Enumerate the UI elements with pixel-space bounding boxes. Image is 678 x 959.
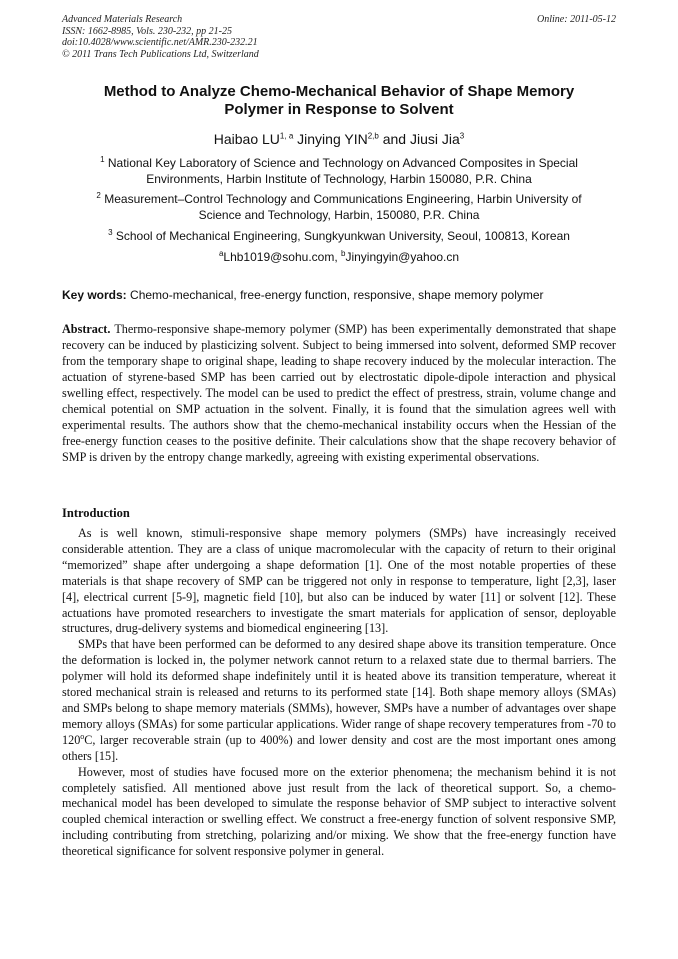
affiliation-text: Environments, Harbin Institute of Technology, Harbin 150080, P.R. China	[146, 172, 532, 186]
affiliation	[62, 191, 616, 223]
author-name: Jiusi Jia	[409, 131, 460, 147]
author-affiliation-mark: 1, a	[279, 131, 294, 141]
author-conjunction: and	[382, 131, 407, 147]
paragraph: However, most of studies have focused more on the exterior phenomena; the mechanism behind it is not completely satisfied. All mentioned above just result from the lack of theoretical support. So, a chemo-mechanical model has been developed to simulate the response behavior of SMP subject to interactive solvent coupled chemical interaction or swelling effect. We construct a free-energy function of solvent responsive SMP, including contributing from stretching, polarizing and/or mixing. We show that the free-energy function have theoretical significance for solvent responsive polymer in general.	[62, 764, 616, 859]
affiliation-number: 3	[108, 228, 113, 237]
issn-line: ISSN: 1662-8985, Vols. 230-232, pp 21-25	[62, 25, 232, 37]
affiliation-text: Science and Technology, Harbin, 150080, P.R. China	[198, 208, 480, 222]
paragraph-text: C, larger recoverable strain (up to 400%) and lower density and cost are the most important ones among others [15].	[62, 732, 616, 763]
author-name: Jinying YIN	[297, 131, 368, 147]
abstract-section	[62, 321, 616, 465]
author-list	[60, 130, 618, 148]
affiliation-text: School of Mechanical Engineering, Sungkyunkwan University, Seoul, 100813, Korean	[115, 229, 570, 243]
keywords-text: Chemo-mechanical, free-energy function, responsive, shape memory polymer	[130, 288, 544, 302]
copyright-line: © 2011 Trans Tech Publications Ltd, Switzerland	[62, 48, 259, 60]
section-heading: Introduction	[62, 506, 130, 520]
email-mark: b	[341, 249, 346, 258]
doi-line: doi:10.4028/www.scientific.net/AMR.230-232.21	[62, 37, 258, 48]
degree-mark: o	[80, 731, 85, 741]
keywords-section	[62, 287, 616, 303]
affiliation-number: 2	[96, 191, 101, 200]
affiliation-number: 1	[100, 155, 105, 164]
journal-header	[62, 14, 616, 60]
title-line-2: Polymer in Response to Solvent	[224, 101, 454, 118]
abstract-text: Thermo-responsive shape-memory polymer (SMP) has been experimentally demonstrated that shape recovery can be induced by plasticizing solvent. Subject to being immersed into solvent, deformed SMP recover from the temporary shape to original shape, leading to shape recovery induced by the molecular interaction. The actuation of styrene-based SMP has been carried out by electrostatic dipole-dipole interaction and physical swelling effect, respectively. The model can be used to predict the effect of prestress, strain, volume change and chemical potential on SMP actuation in the solvent. Finally, it is found that the simulation agrees well with experimental results. The authors show that the chemo-mechanical instability occurs when the Hessian of the free-energy function ceases to the positive definite. Their calculations show that the shape recovery behavior of SMP is driven by the entropy change markedly, agreeing with existing experimental observations.	[62, 322, 617, 464]
affiliation-text: Measurement–Control Technology and Communications Engineering, Harbin University of	[104, 192, 582, 206]
paragraph: As is well known, stimuli-responsive shape memory polymers (SMPs) have increasingly received considerable attention. They are a class of unique macromolecular with the capacity of return to their original “memorized” shape after undergoing a shape deformation [1]. One of the most notable properties of these materials is that shape recovery of SMP can be triggered not only in response to temperature, light [2,3], laser [4], electrical current [5-9], magnetic field [10], but also can be induced by water [11] or solvent [12]. These actuations have promoted researchers to investigate the smart materials for application of sensor, deployable structures, drug-delivery systems and biomedical engineering [13].	[62, 526, 616, 636]
affiliation-text: National Key Laboratory of Science and Technology on Advanced Composites in Special	[107, 156, 578, 170]
email-link[interactable]: Jinyingyin@yahoo.cn	[345, 250, 460, 264]
keywords-label: Key words:	[62, 288, 127, 302]
affiliation	[62, 228, 616, 244]
online-date: Online: 2011-05-12	[537, 14, 616, 25]
introduction-body	[62, 526, 616, 860]
author-affiliation-mark: 3	[459, 131, 465, 141]
affiliation	[62, 155, 616, 187]
paragraph-text: SMPs that have been performed can be deformed to any desired shape above its transition temperature. Once the deformation is locked in, the polymer network cannot return to a relaxed state due to thermal barriers. The polymer will hold its deformed shape indefinitely until it is heated above its transition temperature, whereat it stored mechanical strain is released and returns to its performed state [14]. Both shape memory alloys (SMAs) and SMPs belong to shape memory materials (SMMs), however, SMPs have a number of advantages over shape memory alloys (SMAs) for some particular applications. Wider range of shape recovery temperatures from -70 to 120	[62, 637, 616, 747]
title-line-1: Method to Analyze Chemo-Mechanical Behavior of Shape Memory	[103, 83, 575, 100]
author-name: Haibao LU	[213, 131, 280, 147]
email-mark: a	[218, 249, 224, 258]
paragraph	[62, 637, 616, 764]
email-link[interactable]: Lhb1019@sohu.com,	[223, 250, 338, 264]
abstract-label: Abstract.	[62, 322, 111, 336]
author-emails	[62, 249, 616, 265]
journal-name: Advanced Materials Research	[62, 14, 183, 25]
paper-title	[60, 83, 618, 119]
author-affiliation-mark: 2,b	[367, 131, 379, 141]
